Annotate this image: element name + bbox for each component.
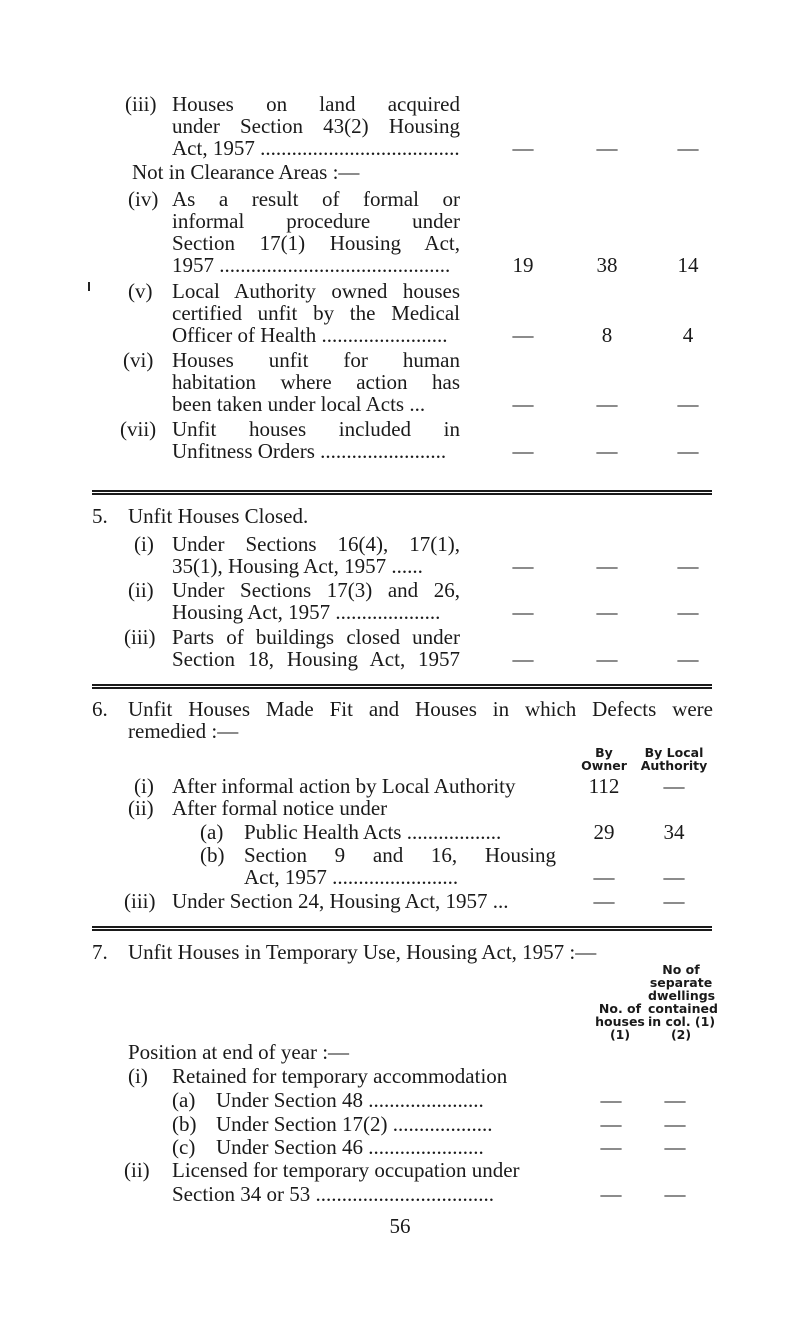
column-header-line: contained xyxy=(648,1001,718,1016)
value-cell: — xyxy=(596,392,618,416)
item-text: Under Section 46 ...................... xyxy=(216,1135,484,1159)
value-cell: — xyxy=(512,323,534,347)
item-label: (ii) xyxy=(128,578,154,602)
column-header-line: separate xyxy=(649,975,713,990)
value-cell: 38 xyxy=(596,253,618,277)
value-cell: — xyxy=(664,1182,686,1206)
value-cell: — xyxy=(677,392,699,416)
value-cell: — xyxy=(512,392,534,416)
column-header-line: (2) xyxy=(670,1027,692,1042)
value-cell: — xyxy=(663,865,685,889)
value-cell: 19 xyxy=(512,253,534,277)
item-text: After formal notice under xyxy=(172,796,388,820)
value-cell: — xyxy=(596,439,618,463)
item-label: (ii) xyxy=(128,796,154,820)
column-header-line: houses xyxy=(595,1014,645,1029)
item-text-line: Act, 1957 ...................................... xyxy=(172,136,460,160)
section-number: 6. xyxy=(92,697,108,721)
value-cell: — xyxy=(596,554,618,578)
position-label: Position at end of year :— xyxy=(128,1040,350,1064)
item-label: (v) xyxy=(128,279,153,303)
item-text: Act, 1957 ........................ xyxy=(244,865,459,889)
subheading: Not in Clearance Areas :— xyxy=(132,160,360,184)
value-cell: — xyxy=(600,1182,622,1206)
section-divider xyxy=(92,490,712,495)
item-text: Under Section 17(2) ................... xyxy=(216,1112,493,1136)
item-text: After informal action by Local Authority xyxy=(172,774,516,798)
column-header-line: Owner xyxy=(581,758,627,773)
value-cell: — xyxy=(600,1135,622,1159)
margin-mark xyxy=(88,282,90,291)
item-label: (iv) xyxy=(128,187,159,211)
value-cell: — xyxy=(664,1088,686,1112)
value-cell: — xyxy=(596,647,618,671)
section-number: 5. xyxy=(92,504,108,528)
value-cell: 29 xyxy=(593,820,615,844)
item-text-line: Housing Act, 1957 .................... xyxy=(172,600,441,624)
value-cell: — xyxy=(512,600,534,624)
item-text: Under Section 24, Housing Act, 1957 ... xyxy=(172,889,509,913)
value-cell: — xyxy=(677,439,699,463)
column-header-line: Authority xyxy=(640,758,708,773)
item-text-line: habitation where action has xyxy=(172,370,460,394)
column-header-line: By Local xyxy=(644,745,704,760)
item-label: (b) xyxy=(172,1112,197,1136)
item-text-line: been taken under local Acts ... xyxy=(172,392,426,416)
value-cell: — xyxy=(600,1112,622,1136)
item-label: (b) xyxy=(200,843,225,867)
item-text-line: Houses unfit for human xyxy=(172,348,460,372)
value-cell: — xyxy=(512,554,534,578)
section-title-line: Unfit Houses Made Fit and Houses in which Defects were xyxy=(128,697,713,721)
value-cell: — xyxy=(677,554,699,578)
item-text-line: Parts of buildings closed under xyxy=(172,625,460,649)
value-cell: — xyxy=(677,136,699,160)
value-cell: — xyxy=(593,865,615,889)
value-cell: — xyxy=(596,136,618,160)
item-text: Under Section 48 ...................... xyxy=(216,1088,484,1112)
value-cell: 34 xyxy=(663,820,685,844)
column-header-line: No of xyxy=(662,962,700,977)
item-text-line: Officer of Health ........................ xyxy=(172,323,448,347)
item-label: (vii) xyxy=(120,417,157,441)
column-header-by-local-authority xyxy=(633,746,715,772)
column-header-no-of-houses xyxy=(590,1002,650,1041)
section-title-line: remedied :— xyxy=(128,719,239,743)
value-cell: — xyxy=(664,1135,686,1159)
value-cell: — xyxy=(677,600,699,624)
item-text-line: certified unfit by the Medical xyxy=(172,301,460,325)
value-cell: — xyxy=(512,439,534,463)
item-text: Section 34 or 53 .................................. xyxy=(172,1182,494,1206)
section-title: Unfit Houses in Temporary Use, Housing Act, 1957 :— xyxy=(128,940,597,964)
item-label: (a) xyxy=(172,1088,196,1112)
item-text: Licensed for temporary occupation under xyxy=(172,1158,520,1182)
item-label: (iii) xyxy=(124,889,156,913)
value-cell: 14 xyxy=(677,253,699,277)
value-cell: — xyxy=(512,136,534,160)
item-label: (i) xyxy=(134,774,154,798)
value-cell: 8 xyxy=(601,323,613,347)
item-text-line: Unfit houses included in xyxy=(172,417,460,441)
value-cell: — xyxy=(512,647,534,671)
section-title: Unfit Houses Closed. xyxy=(128,504,309,528)
value-cell: — xyxy=(664,1112,686,1136)
value-cell: — xyxy=(593,889,615,913)
item-label: (ii) xyxy=(124,1158,150,1182)
section-number: 7. xyxy=(92,940,108,964)
value-cell: 4 xyxy=(682,323,694,347)
column-header-line: in col. (1) xyxy=(648,1014,716,1029)
item-text-line: As a result of formal or xyxy=(172,187,460,211)
column-header-by-owner xyxy=(572,746,636,772)
value-cell: — xyxy=(596,600,618,624)
item-text: Section 9 and 16, Housing xyxy=(244,843,556,867)
value-cell: — xyxy=(663,889,685,913)
value-cell: — xyxy=(677,647,699,671)
item-text-line: Unfitness Orders ........................ xyxy=(172,439,447,463)
item-text-line: Local Authority owned houses xyxy=(172,279,460,303)
item-label: (c) xyxy=(172,1135,196,1159)
item-text-line: under Section 43(2) Housing xyxy=(172,114,460,138)
column-header-line: dwellings xyxy=(648,988,716,1003)
value-cell: 112 xyxy=(588,774,620,798)
item-label: (iii) xyxy=(125,92,157,116)
column-header-line: By xyxy=(595,745,613,760)
page-number: 56 xyxy=(389,1214,411,1238)
column-header-separate-dwellings xyxy=(648,962,718,1042)
item-text-line: Under Sections 16(4), 17(1), xyxy=(172,532,460,556)
item-label: (i) xyxy=(128,1064,148,1088)
item-text-line: Houses on land acquired xyxy=(172,92,460,116)
item-text-line: 35(1), Housing Act, 1957 ...... xyxy=(172,554,423,578)
item-text-line: 1957 ............................................ xyxy=(172,253,451,277)
item-text: Public Health Acts .................. xyxy=(244,820,502,844)
value-cell: — xyxy=(600,1088,622,1112)
item-text-line: informal procedure under xyxy=(172,209,460,233)
item-text-line: Under Sections 17(3) and 26, xyxy=(172,578,460,602)
item-label: (vi) xyxy=(123,348,154,372)
column-header-line: No. of xyxy=(598,1001,642,1016)
section-divider xyxy=(92,926,712,931)
item-text-line: Section 17(1) Housing Act, xyxy=(172,231,460,255)
item-label: (iii) xyxy=(124,625,156,649)
item-label: (i) xyxy=(134,532,154,556)
column-header-line: (1) xyxy=(609,1027,631,1042)
value-cell: — xyxy=(663,774,685,798)
item-text-line: Section 18, Housing Act, 1957 xyxy=(172,647,460,671)
item-text: Retained for temporary accommodation xyxy=(172,1064,508,1088)
item-label: (a) xyxy=(200,820,224,844)
section-divider xyxy=(92,684,712,689)
